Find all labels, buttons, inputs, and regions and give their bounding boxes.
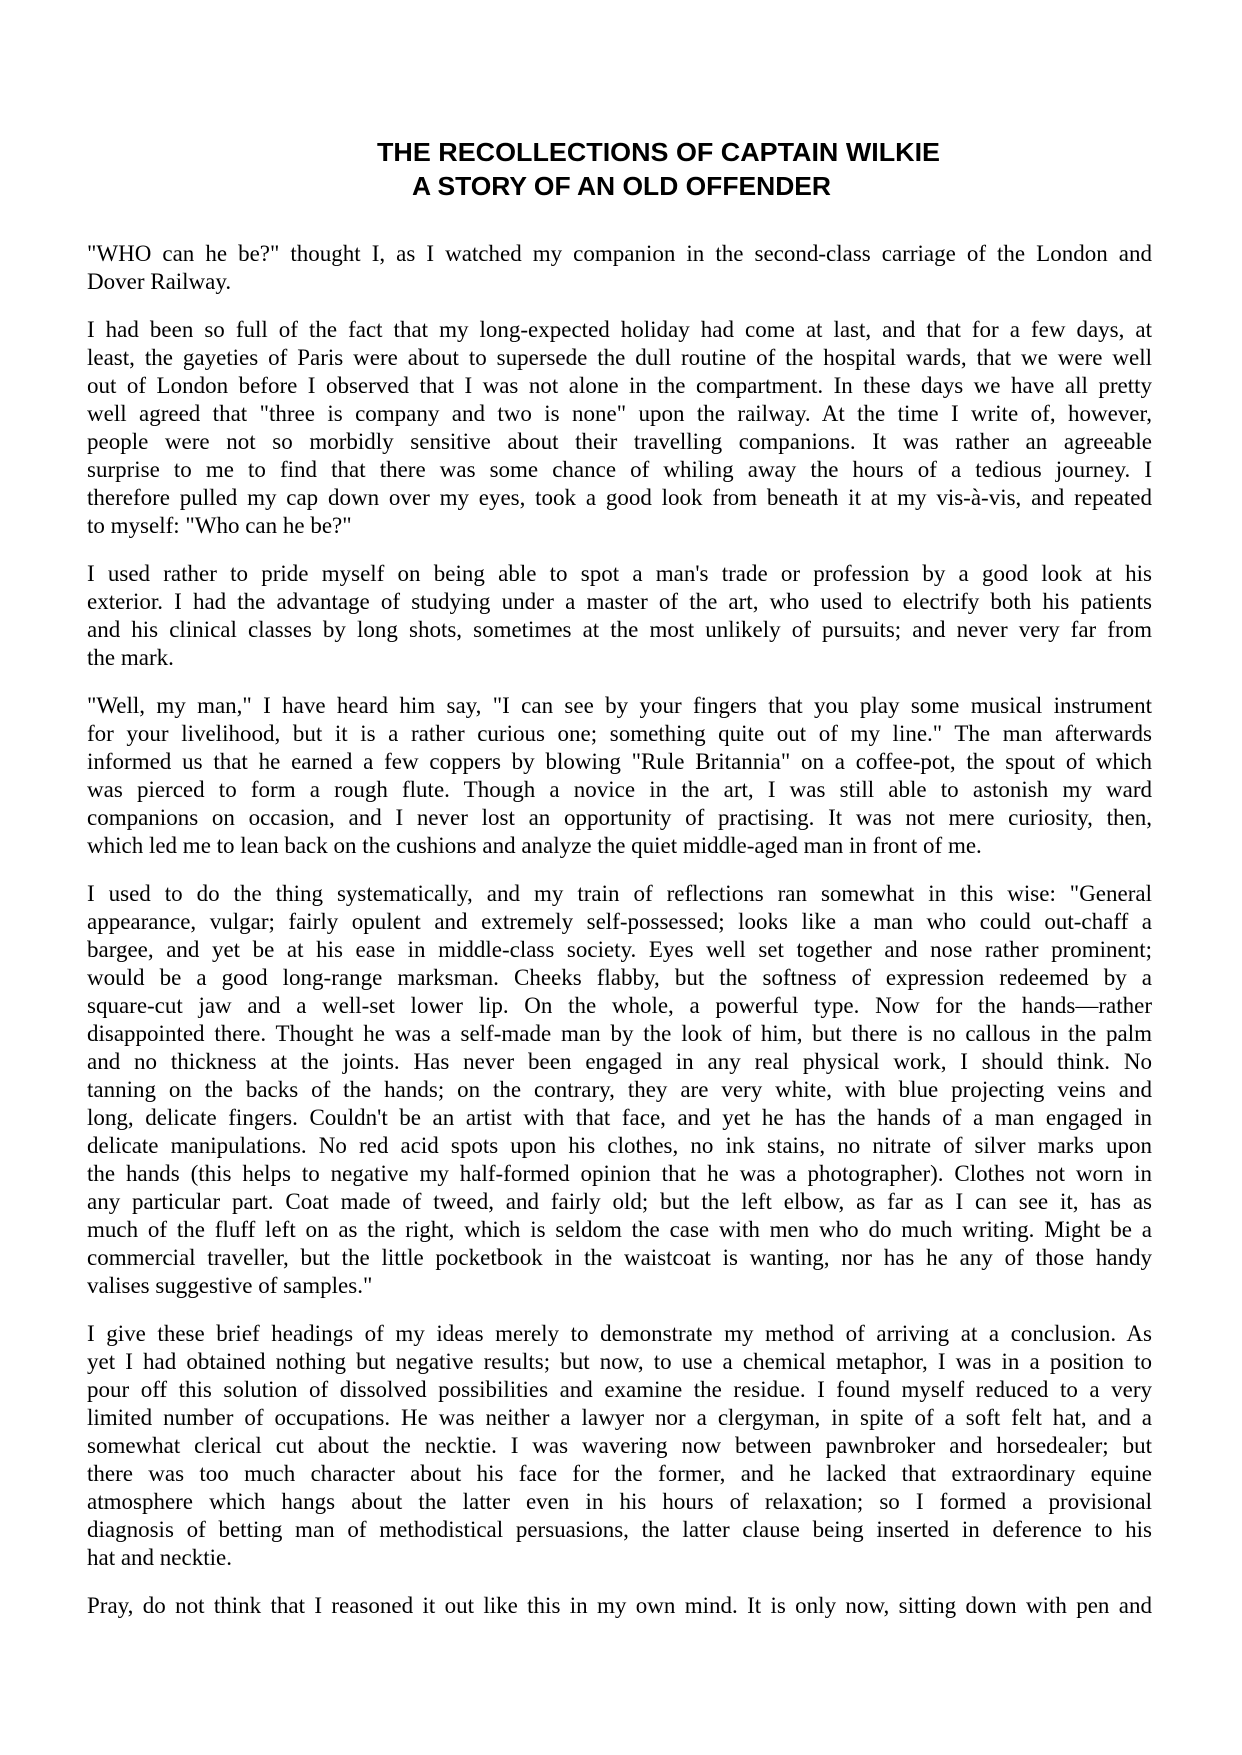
text-line: "WHO can he be?" thought I, as I watched my companion in the second-class carriage of the London and: [87, 241, 1152, 266]
paragraph: [87, 1592, 1152, 1620]
text-line: square-cut jaw and a well-set lower lip. On the whole, a powerful type. Now for the hands—rather: [87, 993, 1152, 1018]
text-line: Pray, do not think that I reasoned it out like this in my own mind. It is only now, sitting down with pen and: [87, 1593, 1152, 1618]
paragraph: [87, 880, 1152, 1300]
paragraph: [87, 316, 1152, 540]
paragraph: [87, 1320, 1152, 1572]
story-subtitle: A STORY OF AN OLD OFFENDER: [412, 171, 831, 201]
text-line: bargee, and yet be at his ease in middle-class society. Eyes well set together and nose rather prominent;: [87, 937, 1152, 962]
text-line: long, delicate fingers. Couldn't be an artist with that face, and yet he has the hands of a man engaged in: [87, 1105, 1152, 1130]
text-line: "Well, my man," I have heard him say, "I can see by your fingers that you play some musical instrument: [87, 693, 1152, 718]
text-line: valises suggestive of samples.": [87, 1273, 373, 1298]
text-line: for your livelihood, but it is a rather curious one; something quite out of my line." The man afterwards: [87, 721, 1152, 746]
text-line: diagnosis of betting man of methodistical persuasions, the latter clause being inserted in deference to his: [87, 1517, 1152, 1542]
text-line: disappointed there. Thought he was a self-made man by the look of him, but there is no callous in the palm: [87, 1021, 1152, 1046]
text-line: well agreed that "three is company and two is none" upon the railway. At the time I write of, however,: [87, 401, 1152, 426]
text-line: delicate manipulations. No red acid spots upon his clothes, no ink stains, no nitrate of silver marks upon: [87, 1133, 1152, 1158]
text-line: hat and necktie.: [87, 1545, 232, 1570]
text-line: I had been so full of the fact that my long-expected holiday had come at last, and that for a few days, at: [87, 317, 1152, 342]
text-line: I give these brief headings of my ideas merely to demonstrate my method of arriving at a conclusion. As: [87, 1321, 1152, 1346]
text-line: surprise to me to find that there was some chance of whiling away the hours of a tedious journey. I: [87, 457, 1152, 482]
text-line: somewhat clerical cut about the necktie. I was wavering now between pawnbroker and horsedealer; but: [87, 1433, 1152, 1458]
text-line: people were not so morbidly sensitive about their travelling companions. It was rather an agreeable: [87, 429, 1152, 454]
text-line: I used rather to pride myself on being able to spot a man's trade or profession by a good look at his: [87, 561, 1152, 586]
text-line: I used to do the thing systematically, and my train of reflections ran somewhat in this wise: "General: [87, 881, 1152, 906]
text-line: the mark.: [87, 645, 174, 670]
paragraph: [87, 560, 1152, 672]
text-line: least, the gayeties of Paris were about to supersede the dull routine of the hospital wards, that we were well: [87, 345, 1152, 370]
text-line: yet I had obtained nothing but negative results; but now, to use a chemical metaphor, I was in a position to: [87, 1349, 1152, 1374]
story-title: THE RECOLLECTIONS OF CAPTAIN WILKIE: [377, 137, 940, 167]
text-line: limited number of occupations. He was neither a lawyer nor a clergyman, in spite of a soft felt hat, and a: [87, 1405, 1152, 1430]
text-line: appearance, vulgar; fairly opulent and extremely self-possessed; looks like a man who could out-chaff a: [87, 909, 1152, 934]
text-line: atmosphere which hangs about the latter even in his hours of relaxation; so I formed a provisional: [87, 1489, 1152, 1514]
text-line: much of the fluff left on as the right, which is seldom the case with men who do much writing. Might be a: [87, 1217, 1152, 1242]
text-line: the hands (this helps to negative my half-formed opinion that he was a photographer). Clothes not worn in: [87, 1161, 1152, 1186]
text-line: there was too much character about his face for the former, and he lacked that extraordinary equine: [87, 1461, 1152, 1486]
text-line: was pierced to form a rough flute. Though a novice in the art, I was still able to astonish my ward: [87, 777, 1152, 802]
text-line: pour off this solution of dissolved possibilities and examine the residue. I found myself reduced to a very: [87, 1377, 1152, 1402]
story-body: [87, 240, 1152, 1640]
text-line: commercial traveller, but the little pocketbook in the waistcoat is wanting, nor has he any of those handy: [87, 1245, 1152, 1270]
text-line: companions on occasion, and I never lost an opportunity of practising. It was not mere curiosity, then,: [87, 805, 1152, 830]
text-line: any particular part. Coat made of tweed, and fairly old; but the left elbow, as far as I can see it, has as: [87, 1189, 1152, 1214]
text-line: and no thickness at the joints. Has never been engaged in any real physical work, I should think. No: [87, 1049, 1152, 1074]
text-line: informed us that he earned a few coppers by blowing "Rule Britannia" on a coffee-pot, the spout of which: [87, 749, 1152, 774]
text-line: which led me to lean back on the cushions and analyze the quiet middle-aged man in front of me.: [87, 833, 982, 858]
text-line: and his clinical classes by long shots, sometimes at the most unlikely of pursuits; and never very far from: [87, 617, 1152, 642]
text-line: exterior. I had the advantage of studying under a master of the art, who used to electrify both his patients: [87, 589, 1152, 614]
text-line: therefore pulled my cap down over my eyes, took a good look from beneath it at my vis-à-vis, and repeated: [87, 485, 1152, 510]
text-line: Dover Railway.: [87, 269, 232, 294]
paragraph: [87, 692, 1152, 860]
text-line: tanning on the backs of the hands; on the contrary, they are very white, with blue projecting veins and: [87, 1077, 1152, 1102]
text-line: to myself: "Who can he be?": [87, 513, 352, 538]
text-line: out of London before I observed that I was not alone in the compartment. In these days we have all pretty: [87, 373, 1152, 398]
text-line: would be a good long-range marksman. Cheeks flabby, but the softness of expression redeemed by a: [87, 965, 1152, 990]
paragraph: [87, 240, 1152, 296]
